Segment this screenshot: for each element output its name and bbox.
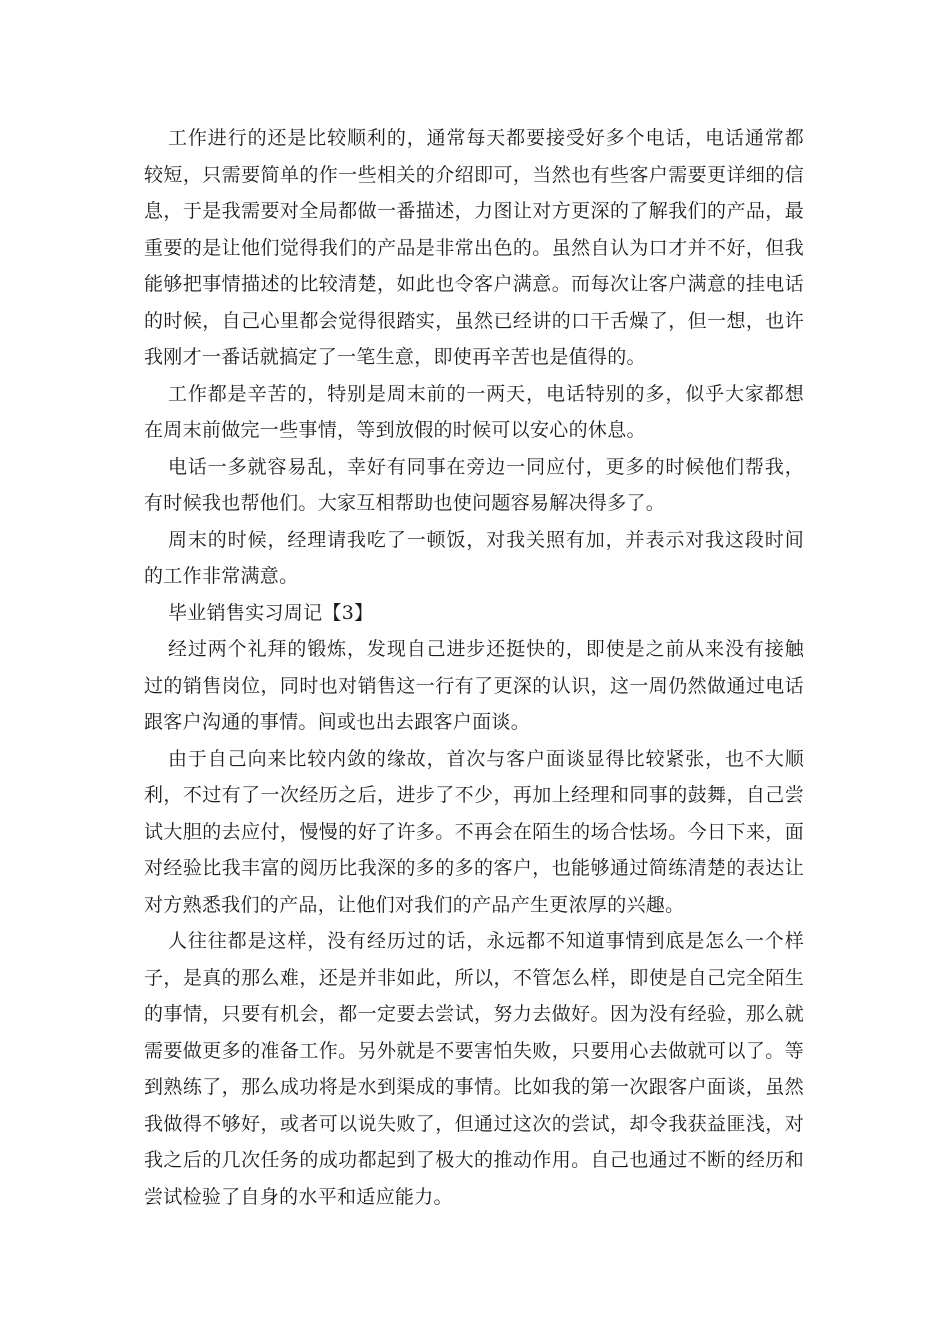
document-body xyxy=(144,120,804,1215)
paragraph-work-smooth: 工作进行的还是比较顺利的，通常每天都要接受好多个电话，电话通常都较短，只需要简单的作一些相关的介绍即可，当然也有些客户需要更详细的信息，于是我需要对全局都做一番描述，力图让对方更深的了解我们的产品，最重要的是让他们觉得我们的产品是非常出色的。虽然自认为口才并不好，但我能够把事情描述的比较清楚，如此也令客户满意。而每次让客户满意的挂电话的时候，自己心里都会觉得很踏实，虽然已经讲的口干舌燥了，但一想，也许我刚才一番话就搞定了一笔生意，即使再辛苦也是值得的。 xyxy=(144,127,804,368)
paragraph-two-weeks: 经过两个礼拜的锻炼，发现自己进步还挺快的，即使是之前从来没有接触过的销售岗位，同时也对销售这一行有了更深的认识，这一周仍然做通过电话跟客户沟通的事情。间或也出去跟客户面谈。 xyxy=(144,638,804,733)
section-heading: 毕业销售实习周记【3】 xyxy=(168,601,374,624)
paragraph-colleagues-help: 电话一多就容易乱，幸好有同事在旁边一同应付，更多的时候他们帮我，有时候我也帮他们。大家互相帮助也使问题容易解决得多了。 xyxy=(144,455,804,514)
paragraph-work-hard: 工作都是辛苦的，特别是周末前的一两天，电话特别的多，似乎大家都想在周末前做完一些事情，等到放假的时候可以安心的休息。 xyxy=(144,382,804,441)
paragraph-first-meeting: 由于自己向来比较内敛的缘故，首次与客户面谈显得比较紧张，也不大顺利，不过有了一次经历之后，进步了不少，再加上经理和同事的鼓舞，自己尝试大胆的去应付，慢慢的好了许多。不再会在陌生的场合怯场。今日下来，面对经验比我丰富的阅历比我深的多的多的客户，也能够通过简练清楚的表达让对方熟悉我们的产品，让他们对我们的产品产生更浓厚的兴趣。 xyxy=(144,747,804,916)
paragraph-manager-dinner: 周末的时候，经理请我吃了一顿饭，对我关照有加，并表示对我这段时间的工作非常满意。 xyxy=(144,528,804,587)
paragraph-reflection: 人往往都是这样，没有经历过的话，永远都不知道事情到底是怎么一个样子，是真的那么难，还是并非如此，所以，不管怎么样，即使是自己完全陌生的事情，只要有机会，都一定要去尝试，努力去做好。因为没有经验，那么就需要做更多的准备工作。另外就是不要害怕失败，只要用心去做就可以了。等到熟练了，那么成功将是水到渠成的事情。比如我的第一次跟客户面谈，虽然我做得不够好，或者可以说失败了，但通过这次的尝试，却令我获益匪浅，对我之后的几次任务的成功都起到了极大的推动作用。自己也通过不断的经历和尝试检验了自身的水平和适应能力。 xyxy=(144,930,804,1208)
